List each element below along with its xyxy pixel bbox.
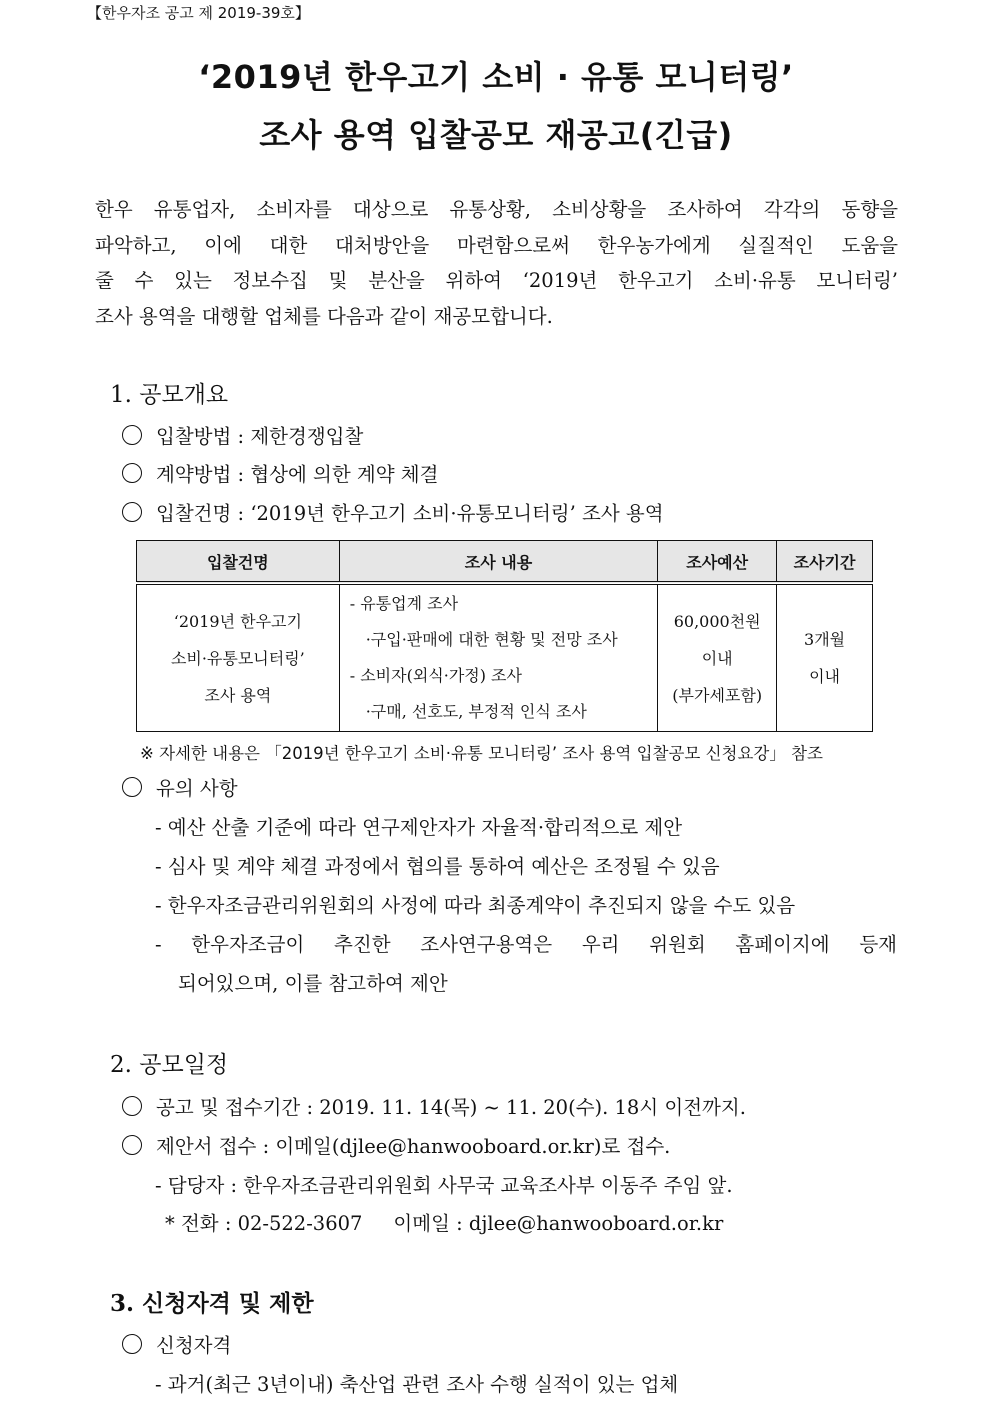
table-header: 입찰건명 <box>137 541 340 584</box>
cell-line: ·구매, 선호도, 부정적 인식 조사 <box>365 702 587 721</box>
table-header: 조사 내용 <box>339 541 658 584</box>
list-item <box>122 459 438 487</box>
intro-line: 줄 수 있는 정보수집 및 분산을 위하여 ‘2019년 한우고기 소비·유통 모니터링’ <box>95 269 898 292</box>
cell-line: 이내 <box>701 648 733 668</box>
item-text: 입찰방법 : 제한경쟁입찰 <box>156 425 364 448</box>
list-item <box>122 773 238 801</box>
cell-line: 3개월 <box>804 630 846 649</box>
intro-line: 파악하고, 이에 대한 대처방안을 마련함으로써 한우농가에게 실질적인 도움을 <box>95 233 898 257</box>
notice-number: 【한우자조 공고 제 2019-39호】 <box>87 4 310 22</box>
item-text: 공고 및 접수기간 : 2019. 11. 14(목) ~ 11. 20(수). 18시 이전까지. <box>156 1096 746 1119</box>
cell-line: 이내 <box>809 667 841 686</box>
title-line-1: ‘2019년 한우고기 소비 · 유통 모니터링’ <box>198 58 794 96</box>
caution-item: 되어있으며, 이를 참고하여 제안 <box>178 972 448 995</box>
section-1-heading: 1. 공모개요 <box>110 382 229 408</box>
caution-item: - 한우자조금이 추진한 조사연구용역은 우리 위원회 홈페이지에 등재 <box>155 933 897 956</box>
circle-bullet-icon <box>122 1135 142 1155</box>
intro-line: 한우 유통업자, 소비자를 대상으로 유통상황, 소비상황을 조사하여 각각의 동향을 <box>95 198 898 221</box>
list-item <box>122 1330 231 1358</box>
circle-bullet-icon <box>122 502 142 522</box>
list-item <box>122 1092 746 1120</box>
circle-bullet-icon <box>122 1334 142 1354</box>
circle-bullet-icon <box>122 777 142 797</box>
section-3-heading: 3. 신청자격 및 제한 <box>110 1290 314 1317</box>
item-text: 유의 사항 <box>156 777 238 800</box>
item-text: 입찰건명 : ‘2019년 한우고기 소비·유통모니터링’ 조사 용역 <box>156 502 664 525</box>
cell-line: 조사 용역 <box>204 685 272 705</box>
list-item <box>122 498 664 526</box>
circle-bullet-icon <box>122 425 142 445</box>
caution-item: - 예산 산출 기준에 따라 연구제안자가 자율적·합리적으로 제안 <box>155 816 683 839</box>
reference-note: ※ 자세한 내용은 「2019년 한우고기 소비·유통 모니터링’ 조사 용역 입찰공모 신청요강」 참조 <box>140 744 823 763</box>
cell-line: - 유통업계 조사 <box>349 594 459 613</box>
table-row <box>137 583 873 732</box>
cell-line: (부가세포함) <box>672 685 763 705</box>
bid-table <box>136 540 873 732</box>
table-header-row <box>137 541 873 584</box>
bid-name-cell <box>137 583 340 732</box>
cell-line: 60,000천원 <box>673 611 761 631</box>
list-item <box>122 421 363 449</box>
cell-line: 소비·유통모니터링’ <box>170 648 305 668</box>
caution-item: - 심사 및 계약 체결 과정에서 협의를 통하여 예산은 조정될 수 있음 <box>155 855 720 878</box>
circle-bullet-icon <box>122 1096 142 1116</box>
survey-content-cell <box>339 583 658 732</box>
item-text: 계약방법 : 협상에 의한 계약 체결 <box>156 463 439 486</box>
section-2-heading: 2. 공모일정 <box>110 1052 229 1078</box>
phone-line: * 전화 : 02-522-3607 이메일 : djlee@hanwooboard.or.kr <box>165 1212 724 1235</box>
cell-line: ‘2019년 한우고기 <box>173 611 302 631</box>
qualification-line: - 과거(최근 3년이내) 축산업 관련 조사 수행 실적이 있는 업체 <box>155 1373 679 1396</box>
cell-line: - 소비자(외식·가정) 조사 <box>349 666 522 685</box>
budget-cell <box>658 583 777 732</box>
table-header: 조사예산 <box>658 541 777 584</box>
cell-line: ·구입·판매에 대한 현황 및 전망 조사 <box>365 630 618 649</box>
period-cell <box>777 583 873 732</box>
caution-item: - 한우자조금관리위원회의 사정에 따라 최종계약이 추진되지 않을 수도 있음 <box>155 894 796 917</box>
list-item <box>122 1131 670 1159</box>
item-text: 제안서 접수 : 이메일(djlee@hanwooboard.or.kr)로 접수. <box>156 1135 671 1158</box>
contact-line: - 담당자 : 한우자조금관리위원회 사무국 교육조사부 이동주 주임 앞. <box>155 1174 733 1197</box>
intro-paragraph <box>95 192 898 334</box>
title-line-2: 조사 용역 입찰공모 재공고(긴급) <box>259 116 733 154</box>
item-text: 신청자격 <box>156 1334 232 1357</box>
intro-line: 조사 용역을 대행할 업체를 다음과 같이 재공모합니다. <box>95 304 553 328</box>
table-header: 조사기간 <box>777 541 873 584</box>
circle-bullet-icon <box>122 463 142 483</box>
